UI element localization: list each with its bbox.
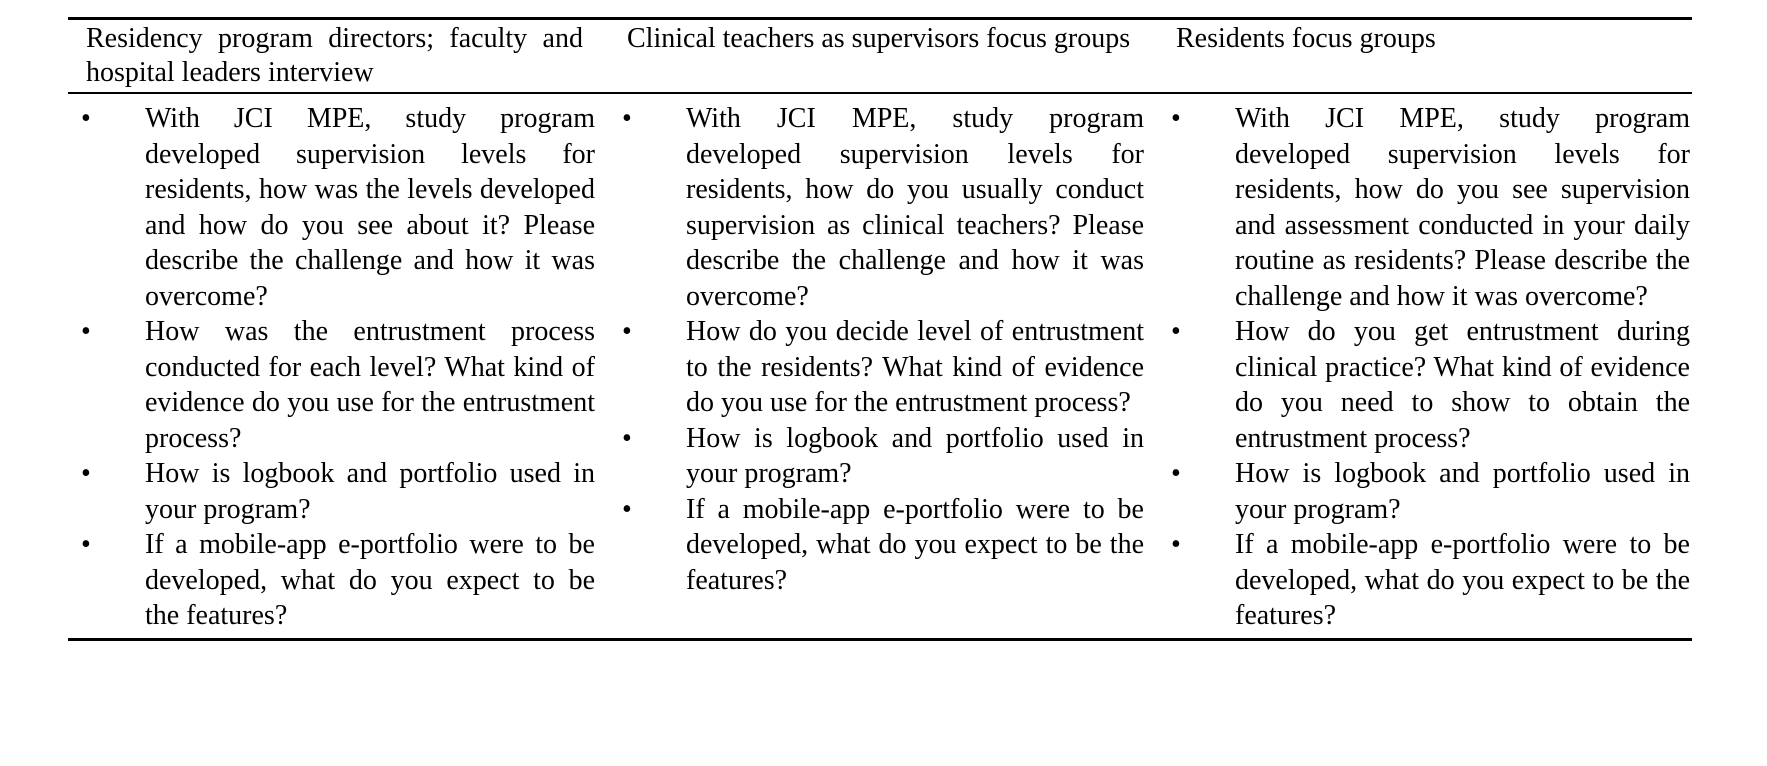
bullet-icon: •	[1171, 316, 1181, 347]
question-text: How is logbook and portfolio used in your program?	[686, 422, 1144, 489]
question-text: With JCI MPE, study program developed supervision levels for residents, how do you usually conduct supervision as clinical teachers? Please describe the challenge and how it was overcome?	[686, 103, 1144, 312]
question-item	[1169, 314, 1690, 456]
question-item	[79, 314, 595, 456]
bullet-icon: •	[81, 316, 91, 347]
question-item	[620, 421, 1144, 492]
question-item	[620, 492, 1144, 599]
column-cell-residents	[1158, 94, 1692, 638]
question-text: How was the entrustment process conducted for each level? What kind of evidence do you use for the entrustment process?	[145, 316, 595, 454]
question-text: How do you decide level of entrustment to the residents? What kind of evidence do you use for the entrustment process?	[686, 316, 1144, 418]
bullet-icon: •	[622, 103, 632, 134]
column-header-clinical-teachers: Clinical teachers as supervisors focus groups	[627, 23, 1131, 54]
question-item	[1169, 527, 1690, 634]
column-header-residents: Residents focus groups	[1176, 23, 1436, 54]
question-item	[79, 527, 595, 634]
bullet-icon: •	[622, 422, 632, 454]
bullet-icon: •	[1171, 458, 1181, 489]
table-header-row	[68, 20, 1692, 94]
column-cell-clinical-teachers	[609, 94, 1158, 638]
question-item	[620, 101, 1144, 314]
question-list-directors	[79, 101, 595, 634]
question-list-residents	[1169, 101, 1690, 634]
bullet-icon: •	[1171, 103, 1181, 134]
column-header-directors: Residency program directors; faculty and hospital leaders interview	[86, 23, 583, 88]
question-text: If a mobile-app e-portfolio were to be developed, what do you expect to be the features?	[145, 529, 595, 631]
question-text: How do you get entrustment during clinical practice? What kind of evidence do you need to show to obtain the entrustment process?	[1235, 316, 1690, 454]
bullet-icon: •	[81, 103, 91, 134]
question-text: If a mobile-app e-portfolio were to be developed, what do you expect to be the features?	[686, 493, 1144, 596]
question-item	[79, 456, 595, 527]
bullet-icon: •	[81, 529, 91, 560]
question-item	[79, 101, 595, 314]
question-text: With JCI MPE, study program developed supervision levels for residents, how do you see supervision and assessment conducted in your daily routine as residents? Please describe the challenge and how it was overcome?	[1235, 103, 1690, 312]
bullet-icon: •	[622, 493, 632, 525]
bullet-icon: •	[622, 316, 632, 347]
question-list-clinical-teachers	[620, 101, 1144, 598]
question-item	[620, 314, 1144, 421]
question-text: If a mobile-app e-portfolio were to be developed, what do you expect to be the features?	[1235, 529, 1690, 631]
question-item	[1169, 456, 1690, 527]
interview-questions-table	[68, 17, 1692, 641]
column-cell-directors	[68, 94, 609, 638]
bullet-icon: •	[81, 458, 91, 489]
question-text: How is logbook and portfolio used in your program?	[1235, 458, 1690, 525]
question-text: With JCI MPE, study program developed supervision levels for residents, how was the levels developed and how do you see about it? Please describe the challenge and how it was overcome?	[145, 103, 595, 312]
table-body-row	[68, 94, 1692, 638]
question-item	[1169, 101, 1690, 314]
question-text: How is logbook and portfolio used in your program?	[145, 458, 595, 525]
bullet-icon: •	[1171, 529, 1181, 560]
